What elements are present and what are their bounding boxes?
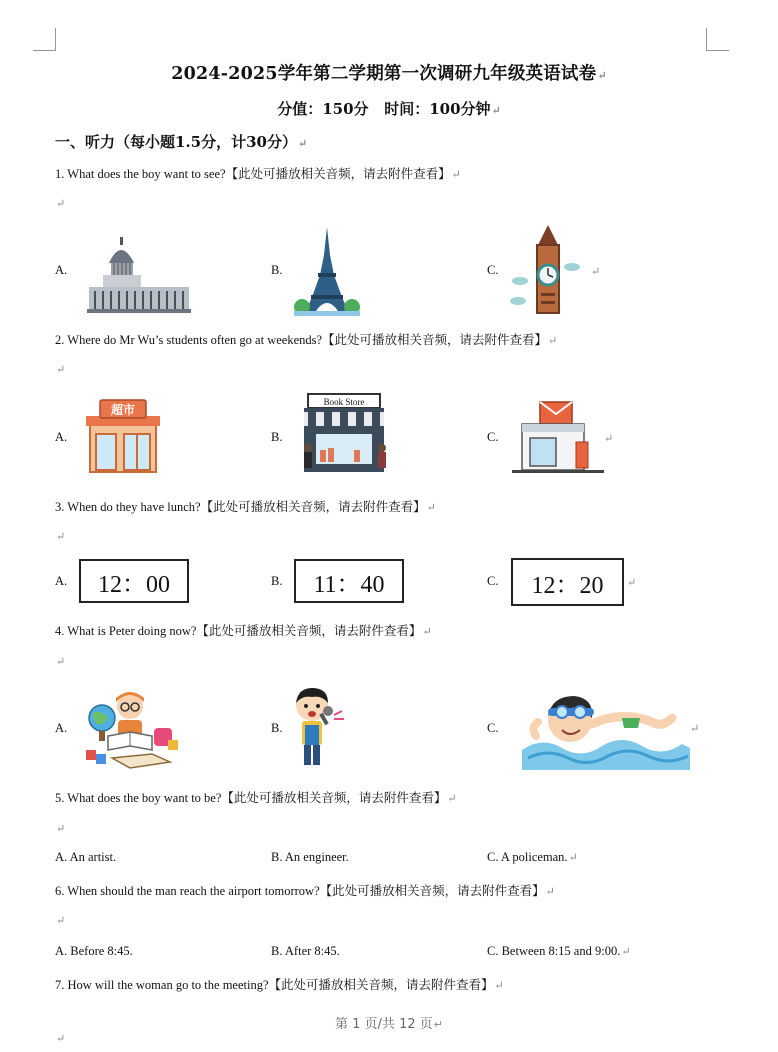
question-4: 4. What is Peter doing now?【此处可播放相关音频，请去附件查看】↵ xyxy=(55,623,432,638)
option-label: B. xyxy=(271,574,283,588)
big-ben-icon xyxy=(510,223,588,317)
return-mark: ↵ xyxy=(604,432,614,445)
post-office-icon xyxy=(512,400,604,474)
audio-link[interactable]: 【此处可播放相关音频，请去附件查看】 xyxy=(221,790,447,805)
exam-subtitle: 分值：150分 时间：100分钟↵ xyxy=(277,100,501,118)
reading-boy-icon xyxy=(82,688,186,770)
option-label: C. xyxy=(487,263,499,277)
return-mark: ↵ xyxy=(627,576,637,589)
audio-link[interactable]: 【此处可播放相关音频，请去附件查看】 xyxy=(322,332,548,347)
audio-link[interactable]: 【此处可播放相关音频，请去附件查看】 xyxy=(225,166,451,181)
option-label: A. xyxy=(55,721,68,735)
option-label: C. xyxy=(487,721,499,735)
question-3: 3. When do they have lunch?【此处可播放相关音频，请去附件查看】↵ xyxy=(55,499,436,514)
audio-link[interactable]: 【此处可播放相关音频，请去附件查看】 xyxy=(200,499,426,514)
supermarket-icon xyxy=(86,398,160,474)
book-store-sign: Book Store xyxy=(323,397,365,407)
blank-line: ↵ xyxy=(56,822,66,835)
question-5: 5. What does the boy want to be?【此处可播放相关音频，请去附件查看】↵ xyxy=(55,790,457,805)
option-label: C. xyxy=(487,574,499,588)
clock-time-box: 12：00 xyxy=(79,559,189,603)
supermarket-sign: 超市 xyxy=(110,403,136,417)
question-6: 6. When should the man reach the airport tomorrow?【此处可播放相关音频，请去附件查看】↵ xyxy=(55,883,555,898)
return-mark: ↵ xyxy=(690,722,700,735)
clock-time-box: 11：40 xyxy=(294,559,404,603)
blank-line: ↵ xyxy=(56,655,66,668)
option-label: B. xyxy=(271,721,283,735)
blank-line: ↵ xyxy=(56,197,66,210)
section-heading: 一、听力（每小题1.5分，计30分）↵ xyxy=(55,133,308,151)
option-label: B. xyxy=(271,263,283,277)
blank-line: ↵ xyxy=(56,363,66,376)
option-label: A. xyxy=(55,263,68,277)
singing-boy-icon xyxy=(290,685,346,771)
option-a: A. Before 8:45. xyxy=(55,944,133,958)
page-footer: 第 1 页/共 12 页↵ xyxy=(335,1017,443,1032)
option-label: C. xyxy=(487,430,499,444)
blank-line: ↵ xyxy=(56,1032,66,1045)
option-label: A. xyxy=(55,574,68,588)
clock-time-box: 12：20 xyxy=(511,558,624,606)
option-c: C. Between 8:15 and 9:00.↵ xyxy=(487,944,631,958)
eiffel-tower-icon xyxy=(294,225,360,317)
option-b: B. An engineer. xyxy=(271,850,349,864)
blank-line: ↵ xyxy=(56,914,66,927)
exam-title: 2024-2025学年第二学期第一次调研九年级英语试卷↵ xyxy=(171,64,607,84)
audio-link[interactable]: 【此处可播放相关音频，请去附件查看】 xyxy=(319,883,545,898)
return-mark: ↵ xyxy=(591,265,601,278)
question-1: 1. What does the boy want to see?【此处可播放相关音频，请去附件查看】↵ xyxy=(55,166,461,181)
swimming-boy-icon xyxy=(522,688,690,770)
option-label: B. xyxy=(271,430,283,444)
option-label: A. xyxy=(55,430,68,444)
option-a: A. An artist. xyxy=(55,850,117,864)
blank-line: ↵ xyxy=(56,530,66,543)
crop-mark-top-right xyxy=(706,28,729,51)
option-c: C. A policeman.↵ xyxy=(487,850,578,864)
capitol-building-icon xyxy=(87,233,191,315)
audio-link[interactable]: 【此处可播放相关音频，请去附件查看】 xyxy=(196,623,422,638)
audio-link[interactable]: 【此处可播放相关音频，请去附件查看】 xyxy=(268,977,494,992)
option-b: B. After 8:45. xyxy=(271,944,340,958)
question-7: 7. How will the woman go to the meeting?【此处可播放相关音频，请去附件查看】↵ xyxy=(55,977,504,992)
crop-mark-top-left xyxy=(33,28,56,51)
book-store-icon xyxy=(294,390,390,480)
question-2: 2. Where do Mr Wu’s students often go at weekends?【此处可播放相关音频，请去附件查看】↵ xyxy=(55,332,558,347)
